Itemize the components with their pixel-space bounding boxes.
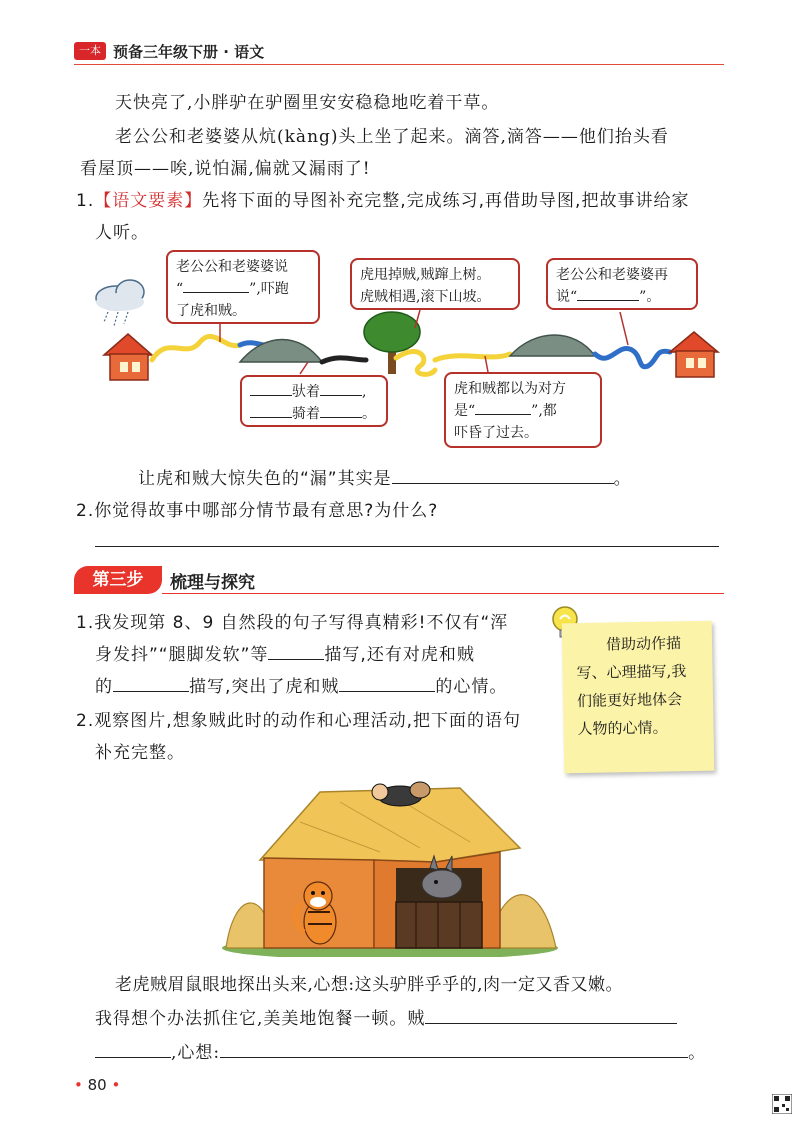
tree-icon xyxy=(364,312,420,374)
question-1-cont: 人听。 xyxy=(95,223,149,243)
box5-line-1: 虎和贼都以为对方 xyxy=(454,381,566,397)
box5-line-3: 吓昏了过去。 xyxy=(454,425,538,441)
map-box-3 xyxy=(546,258,698,310)
box1-blank[interactable] xyxy=(183,292,249,293)
q1-text: 先将下面的导图补充完整,完成练习,再借助导图,把故事讲给家 xyxy=(202,191,690,211)
box5-blank[interactable] xyxy=(475,414,531,415)
header-rule xyxy=(74,64,724,65)
box5-line-2: 是“ ”,都 xyxy=(454,403,557,419)
box4-blank-4[interactable] xyxy=(320,417,362,418)
box3-blank[interactable] xyxy=(577,300,639,301)
s3-blank-1[interactable] xyxy=(268,659,324,660)
q2-answer-line[interactable] xyxy=(95,546,719,547)
hut-scene-illustration xyxy=(220,772,560,957)
publisher-logo: 一本 xyxy=(74,42,106,60)
passage-line-2: 我得想个办法抓住它,美美地饱餐一顿。贼 xyxy=(95,1002,677,1036)
section-badge: 第三步 xyxy=(74,566,162,594)
s3-item2-line1: 2.观察图片,想象贼此时的动作和心理活动,把下面的语句 xyxy=(76,711,522,731)
rain-cloud-icon xyxy=(96,280,144,326)
question-2: 2.你觉得故事中哪部分情节最有意思?为什么? xyxy=(76,501,439,521)
box4-blank-2[interactable] xyxy=(320,395,362,396)
box1-line-2: “ ”,吓跑 xyxy=(176,281,289,297)
section-3-header xyxy=(74,566,724,596)
tip-line-1: 借助动作描 xyxy=(605,634,682,654)
story-line-1: 天快亮了,小胖驴在驴圈里安安稳稳地吃着干草。 xyxy=(115,93,500,113)
s3-item1-line3: 的 描写,突出了虎和贼 的心情。 xyxy=(95,677,508,697)
wooden-gate xyxy=(396,902,482,948)
passage-blank-1[interactable] xyxy=(425,1023,677,1024)
story-line-2: 老公公和老婆婆从炕(kàng)头上坐了起来。滴答,滴答——他们抬头看 xyxy=(115,127,669,147)
q1-fill-line: 让虎和贼大惊失色的“漏”其实是 。 xyxy=(138,469,632,489)
box2-line-2: 虎贼相遇,滚下山坡。 xyxy=(360,289,491,305)
passage-line-1: 老虎贼眉鼠眼地探出头来,心想:这头驴胖乎乎的,肉一定又香又嫩。 xyxy=(115,975,624,995)
q1-number: 1. xyxy=(76,191,95,211)
section-title: 梳理与探究 xyxy=(170,573,255,593)
map-box-1 xyxy=(166,250,320,324)
tip-line-2: 写、心理描写,我 xyxy=(576,662,687,683)
s3-blank-2[interactable] xyxy=(113,691,189,692)
q1-tag: 【语文要素】 xyxy=(94,191,203,211)
box4-blank-3[interactable] xyxy=(250,417,292,418)
passage-blank-2[interactable] xyxy=(95,1057,171,1058)
question-1 xyxy=(76,184,736,218)
box3-line-2: 说“ ”。 xyxy=(556,289,661,305)
q1-fill-blank[interactable] xyxy=(392,483,614,484)
tip-line-4: 人物的心情。 xyxy=(577,718,668,739)
qr-code-icon xyxy=(772,1094,792,1114)
box3-line-1: 老公公和老婆婆再 xyxy=(556,267,668,283)
box4-line-1: 驮着 , xyxy=(250,381,378,403)
s3-blank-3[interactable] xyxy=(339,691,435,692)
house-right-icon xyxy=(670,332,718,377)
map-box-5 xyxy=(444,372,602,448)
box4-line-2: 骑着 。 xyxy=(250,403,378,425)
box4-blank-1[interactable] xyxy=(250,395,292,396)
map-box-4 xyxy=(240,375,388,427)
tip-line-3: 们能更好地体会 xyxy=(576,690,683,711)
box1-line-1: 老公公和老婆婆说 xyxy=(176,259,288,275)
passage-blank-3[interactable] xyxy=(220,1057,688,1058)
tip-note xyxy=(562,621,715,774)
passage-line-3: ,心想: 。 xyxy=(95,1036,706,1070)
box2-line-1: 虎甩掉贼,贼蹿上树。 xyxy=(360,267,491,283)
section-rule xyxy=(162,593,724,594)
house-left-icon xyxy=(104,334,152,380)
s3-item2-line2: 补充完整。 xyxy=(95,743,185,763)
story-line-3: 看屋顶——唉,说怕漏,偏就又漏雨了! xyxy=(80,159,371,179)
page-number: • 80 • xyxy=(74,1076,121,1094)
book-title: 预备三年级下册 · 语文 xyxy=(113,43,265,61)
header xyxy=(0,38,800,68)
s3-item1-line2: 身发抖”“腿脚发软”等 描写,还有对虎和贼 xyxy=(95,645,475,665)
map-box-2 xyxy=(350,258,520,310)
s3-item1-line1: 1.我发现第 8、9 自然段的句子写得真精彩!不仅有“浑 xyxy=(76,613,509,633)
box1-line-3: 了虎和贼。 xyxy=(176,303,246,319)
